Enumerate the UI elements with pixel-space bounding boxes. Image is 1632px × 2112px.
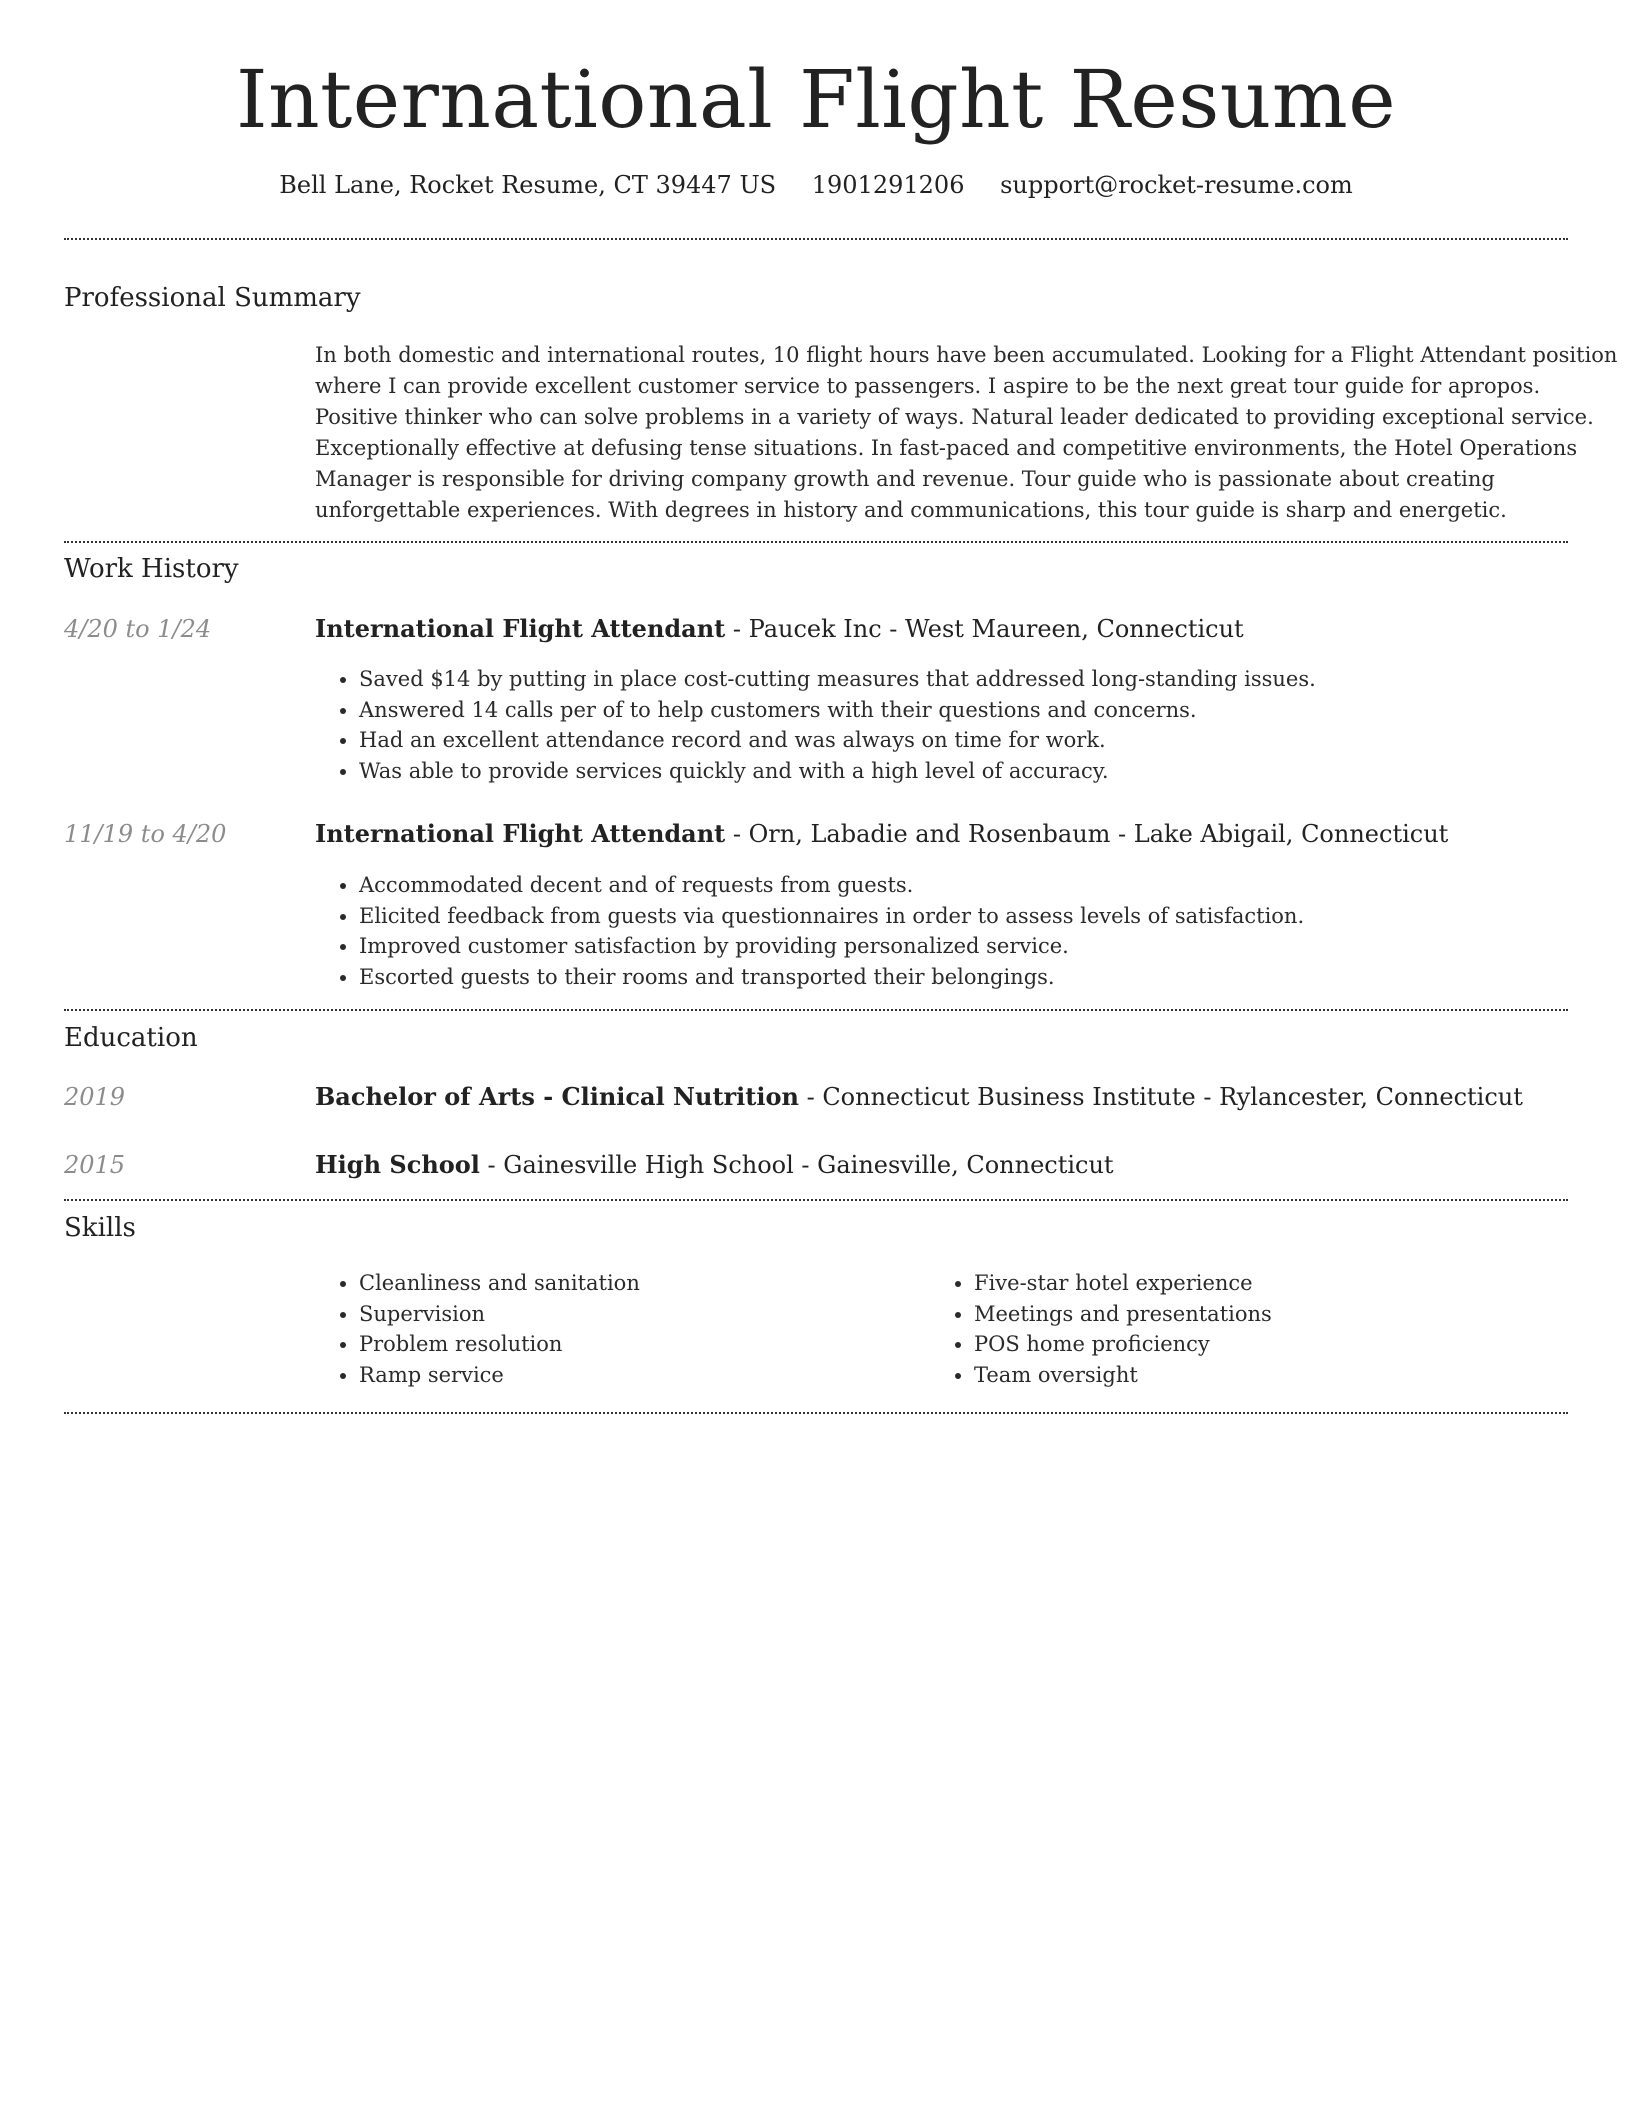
education-school: - Gainesville High School - Gainesville, Connecticut <box>479 1151 1114 1179</box>
divider <box>64 541 1568 543</box>
job-role: International Flight Attendant <box>315 614 726 643</box>
divider <box>64 1199 1568 1201</box>
skill-item: • Problem resolution <box>359 1329 915 1360</box>
list-item: • Had an excellent attendance record and was always on time for work. <box>359 725 1568 756</box>
list-item: • Answered 14 calls per of to help customers with their questions and concerns. <box>359 695 1568 726</box>
skill-item: • Five-star hotel experience <box>974 1268 1530 1299</box>
contact-address: Bell Lane, Rocket Resume, CT 39447 US <box>279 171 777 199</box>
resume-title: International Flight Resume <box>235 53 1397 146</box>
education-entry <box>315 1080 1568 1114</box>
list-item: • Escorted guests to their rooms and transported their belongings. <box>359 962 1568 993</box>
divider <box>64 238 1568 240</box>
summary-text: In both domestic and international routes, 10 flight hours have been accumulated. Looking for a Flight Attendant position where I can provide excellent customer service to passengers. I aspire to be the next great tour guide for apropos. Positive thinker who can solve problems in a variety of ways. Natural leader dedicated to providing exceptional service. Exceptionally effective at defusing tense situations. In fast-paced and competitive environments, the Hotel Operations Manager is responsible for driving company growth and revenue. Tour guide who is passionate about creating unforgettable experiences. With degrees in history and communications, this tour guide is sharp and energetic. <box>315 343 1618 522</box>
job-bullets <box>315 664 1568 786</box>
education-degree: High School <box>315 1150 480 1179</box>
section-heading-skills: Skills <box>64 1213 136 1243</box>
section-heading-work: Work History <box>64 554 239 584</box>
list-item: • Accommodated decent and of requests from guests. <box>359 870 1568 901</box>
skill-item: • Cleanliness and sanitation <box>359 1268 915 1299</box>
contact-line <box>64 168 1568 202</box>
skill-item: • Team oversight <box>974 1360 1530 1391</box>
list-item: • Was able to provide services quickly and with a high level of accuracy. <box>359 756 1568 787</box>
divider <box>64 1009 1568 1011</box>
job-role: International Flight Attendant <box>315 819 726 848</box>
job-bullets <box>315 870 1568 992</box>
list-item: • Saved $14 by putting in place cost-cutting measures that addressed long-standing issues. <box>359 664 1568 695</box>
job-employer: - Orn, Labadie and Rosenbaum - Lake Abigail, Connecticut <box>725 820 1449 848</box>
section-heading-summary: Professional Summary <box>64 283 361 313</box>
job-title <box>315 612 1568 646</box>
list-item: • Improved customer satisfaction by providing personalized service. <box>359 931 1568 962</box>
contact-email: support@rocket-resume.com <box>1000 171 1353 199</box>
skills-list-left <box>315 1268 915 1390</box>
skill-item: • POS home proficiency <box>974 1329 1530 1360</box>
education-school: - Connecticut Business Institute - Rylancester, Connecticut <box>798 1083 1523 1111</box>
skills-list-right <box>930 1268 1530 1390</box>
education-year: 2019 <box>64 1083 126 1111</box>
job-dates: 4/20 to 1/24 <box>64 615 212 643</box>
skill-item: • Ramp service <box>359 1360 915 1391</box>
job-title <box>315 817 1568 851</box>
job-employer: - Paucek Inc - West Maureen, Connecticut <box>725 615 1244 643</box>
education-degree: Bachelor of Arts - Clinical Nutrition <box>315 1082 799 1111</box>
divider <box>64 1412 1568 1414</box>
skill-item: • Supervision <box>359 1299 915 1330</box>
list-item: • Elicited feedback from guests via questionnaires in order to assess levels of satisfaction. <box>359 901 1568 932</box>
education-entry <box>315 1148 1568 1182</box>
skill-item: • Meetings and presentations <box>974 1299 1530 1330</box>
job-dates: 11/19 to 4/20 <box>64 820 227 848</box>
contact-phone: 1901291206 <box>811 171 965 199</box>
section-heading-education: Education <box>64 1023 198 1053</box>
education-year: 2015 <box>64 1151 126 1179</box>
